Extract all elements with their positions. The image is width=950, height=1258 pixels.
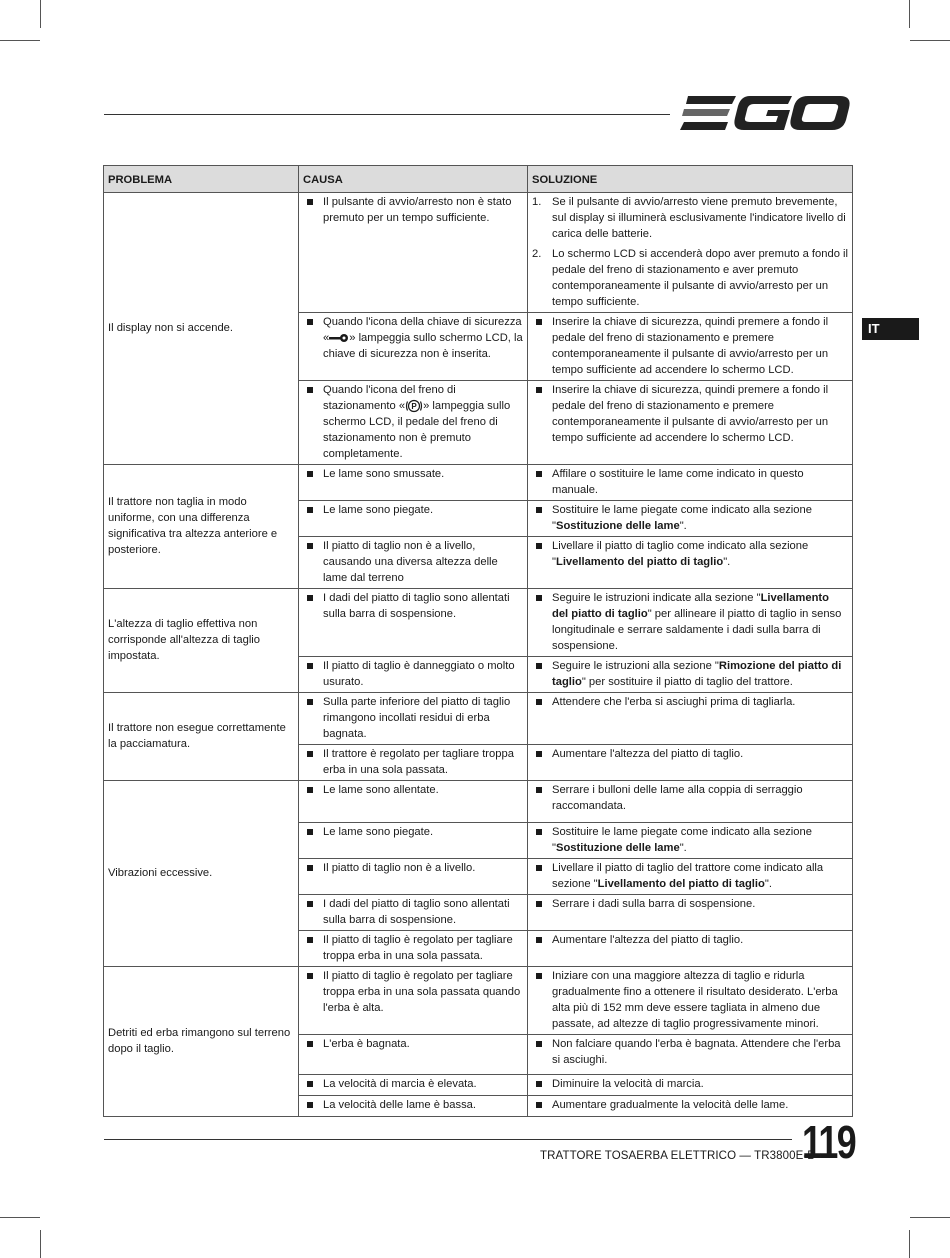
table-row xyxy=(104,967,853,1035)
cause-text: Le lame sono allentate. xyxy=(303,782,523,798)
cause-text: Quando l'icona della chiave di sicurezza « » lampeggia sullo schermo LCD, la chiave di sicurezza non è inserita. xyxy=(303,314,523,362)
problem-cell: Il display non si accende. xyxy=(104,193,299,465)
cause-text: La velocità di marcia è elevata. xyxy=(303,1076,523,1092)
crop-mark xyxy=(909,1230,910,1258)
solution-text: Seguire le istruzioni indicate alla sezione "Livellamento del piatto di taglio" per allineare il piatto di taglio in senso longitudinale e serrare saldamente i dadi sulla barra di sospensione. xyxy=(532,590,848,654)
section-reference: Sostituzione delle lame xyxy=(555,520,680,533)
section-reference: Livellamento del piatto di taglio xyxy=(597,878,765,891)
solution-text: Inserire la chiave di sicurezza, quindi premere a fondo il pedale del freno di stazionamento e premere contemporaneamente il pulsante di avvio/arresto per un tempo sufficiente ad accendere lo schermo LCD. xyxy=(532,382,848,446)
solution-text: Sostituire le lame piegate come indicato alla sezione "Sostituzione delle lame". xyxy=(532,824,848,856)
solution-text: Diminuire la velocità di marcia. xyxy=(532,1076,848,1092)
problem-cell: Detriti ed erba rimangono sul terreno dopo il taglio. xyxy=(104,967,299,1117)
solution-text: Sostituire le lame piegate come indicato alla sezione "Sostituzione delle lame". xyxy=(532,502,848,534)
footer-title: TRATTORE TOSAERBA ELETTRICO — TR3800E-B xyxy=(540,1150,816,1162)
crop-mark xyxy=(0,1217,40,1218)
solution-text: Affilare o sostituire le lame come indicato in questo manuale. xyxy=(532,466,848,498)
cause-text: Il piatto di taglio è danneggiato o molto usurato. xyxy=(303,658,523,690)
solution-text: Seguire le istruzioni alla sezione "Rimozione del piatto di taglio" per sostituire il piatto di taglio del trattore. xyxy=(532,658,848,690)
cause-text: Il piatto di taglio non è a livello, causando una diversa altezza delle lame dal terreno xyxy=(303,538,523,586)
header-rule xyxy=(104,114,670,115)
crop-mark xyxy=(909,0,910,28)
cause-text: L'erba è bagnata. xyxy=(303,1036,523,1052)
solution-text: Aumentare l'altezza del piatto di taglio. xyxy=(532,932,848,948)
section-reference: Livellamento del piatto di taglio xyxy=(552,592,829,621)
problem-cell: Il trattore non esegue correttamente la pacciamatura. xyxy=(104,693,299,781)
cause-text: Le lame sono piegate. xyxy=(303,502,523,518)
table-row xyxy=(104,465,853,501)
cause-text: I dadi del piatto di taglio sono allentati sulla barra di sospensione. xyxy=(303,896,523,928)
cause-text: Sulla parte inferiore del piatto di taglio rimangono incollati residui di erba bagnata. xyxy=(303,694,523,742)
solution-text: Aumentare gradualmente la velocità delle lame. xyxy=(532,1097,848,1113)
section-reference: Sostituzione delle lame xyxy=(555,842,680,855)
crop-mark xyxy=(0,40,40,41)
section-reference: Livellamento del piatto di taglio xyxy=(555,556,724,569)
solution-step: 1. Se il pulsante di avvio/arresto viene premuto brevemente, sul display si illuminerà esclusivamente l'indicatore livello di carica delle batterie. xyxy=(532,196,846,240)
crop-mark xyxy=(40,0,41,28)
solution-text: Serrare i bulloni delle lame alla coppia di serraggio raccomandata. xyxy=(532,782,848,814)
page-number: 119 xyxy=(802,1116,856,1168)
solution-step: 2. Lo schermo LCD si accenderà dopo aver premuto a fondo il pedale del freno di stazionamento e aver premuto contemporaneamente il pulsante di avvio/arresto per un tempo sufficiente. xyxy=(532,248,849,308)
cause-text: Il trattore è regolato per tagliare troppa erba in una sola passata. xyxy=(303,746,523,778)
column-header-problem: PROBLEMA xyxy=(104,166,299,193)
table-row xyxy=(104,589,853,657)
column-header-cause: CAUSA xyxy=(299,166,528,193)
safety-key-icon xyxy=(329,333,349,343)
cause-text: Le lame sono piegate. xyxy=(303,824,523,840)
cause-text: Il pulsante di avvio/arresto non è stato premuto per un tempo sufficiente. xyxy=(303,194,523,226)
problem-cell: L'altezza di taglio effettiva non corrisponde all'altezza di taglio impostata. xyxy=(104,589,299,693)
cause-text: Il piatto di taglio non è a livello. xyxy=(303,860,523,876)
cause-text: Quando l'icona del freno di stazionamento « P » lampeggia sullo schermo LCD, il pedale del freno di stazionamento non è premuto completamente. xyxy=(303,382,523,462)
cause-text: I dadi del piatto di taglio sono allentati sulla barra di sospensione. xyxy=(303,590,523,622)
crop-mark xyxy=(40,1230,41,1258)
column-header-solution: SOLUZIONE xyxy=(528,166,853,193)
section-reference: Rimozione del piatto di taglio xyxy=(552,660,842,689)
parking-brake-icon xyxy=(405,398,423,414)
table-row xyxy=(104,693,853,745)
solution-text: Aumentare l'altezza del piatto di taglio. xyxy=(532,746,848,762)
cause-text: Il piatto di taglio è regolato per tagliare troppa erba in una sola passata. xyxy=(303,932,523,964)
language-tab: IT xyxy=(862,318,919,340)
solution-text: Non falciare quando l'erba è bagnata. Attendere che l'erba si asciughi. xyxy=(532,1036,848,1068)
crop-mark xyxy=(910,1217,950,1218)
cause-text: La velocità delle lame è bassa. xyxy=(303,1097,523,1113)
footer-rule xyxy=(104,1139,792,1140)
problem-cell: Vibrazioni eccessive. xyxy=(104,781,299,967)
cause-text: Il piatto di taglio è regolato per tagliare troppa erba in una sola passata quando l'erba è alta. xyxy=(303,968,523,1016)
solution-text: Inserire la chiave di sicurezza, quindi premere a fondo il pedale del freno di stazionamento e premere contemporaneamente il pulsante di avvio/arresto per un tempo sufficiente ad accendere lo schermo LCD. xyxy=(532,314,848,378)
solution-text: Livellare il piatto di taglio come indicato alla sezione "Livellamento del piatto di taglio". xyxy=(532,538,848,570)
cause-text: Le lame sono smussate. xyxy=(303,466,523,482)
solution-text: Livellare il piatto di taglio del trattore come indicato alla sezione "Livellamento del piatto di taglio". xyxy=(532,860,848,892)
crop-mark xyxy=(910,40,950,41)
solution-text: Iniziare con una maggiore altezza di taglio e ridurla gradualmente fino a ottenere il risultato desiderato. L'erba alta più di 152 mm deve essere tagliata in almeno due passate, ad altezze di taglio progressivamente minori. xyxy=(532,968,848,1032)
table-header-row xyxy=(104,166,853,193)
svg-text:P: P xyxy=(411,402,417,412)
ego-logo xyxy=(680,94,852,132)
solution-text: Attendere che l'erba si asciughi prima di tagliarla. xyxy=(532,694,848,710)
table-row xyxy=(104,193,853,313)
solution-text: Serrare i dadi sulla barra di sospensione. xyxy=(532,896,848,912)
table-row xyxy=(104,781,853,823)
troubleshooting-table xyxy=(103,165,853,1117)
problem-cell: Il trattore non taglia in modo uniforme, con una differenza significativa tra altezza anteriore e posteriore. xyxy=(104,465,299,589)
solution-cell xyxy=(528,193,853,313)
